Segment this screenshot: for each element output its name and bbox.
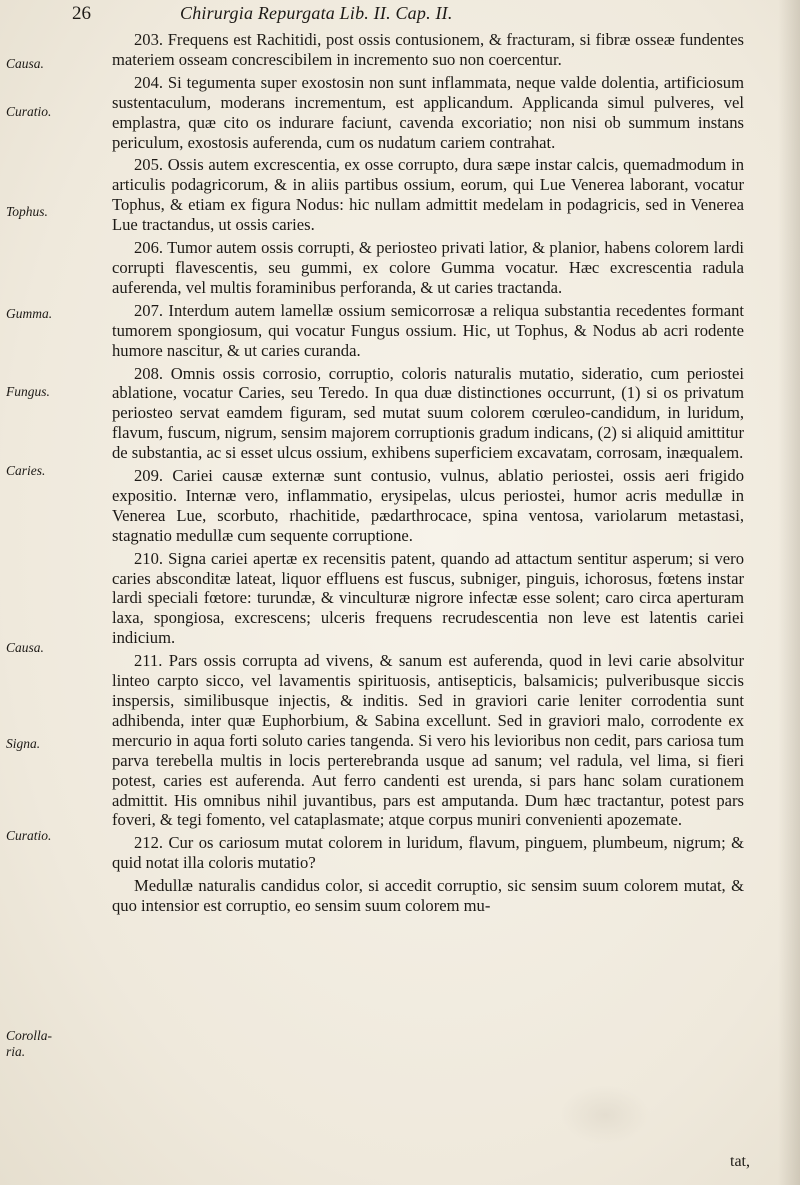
catchword: tat, <box>730 1153 750 1170</box>
page-number: 26 <box>72 3 91 24</box>
margin-note: Corolla-ria. <box>6 1028 53 1059</box>
page-edge-shadow <box>778 0 800 1185</box>
margin-note: Tophus. <box>6 204 48 219</box>
paragraph-210: 210. Signa cariei apertæ ex recensitis patent, quando ad attactum sentitur asperum; si vero caries absconditæ lateat, liquor effluens est fuscus, subniger, pinguis, ichorosus, fœtens instar lardi speciali fœtore: turundæ, & vinculturæ nigrore infectæ esse solent; caro circa aperturam laxa, spongiosa, excrescens; ulceris frequens recrudescentia non leve est latentis cariei indicium. <box>112 548 744 648</box>
running-title: Chirurgia Repurgata Lib. II. Cap. II. <box>180 3 453 23</box>
paragraph-208: 208. Omnis ossis corrosio, corruptio, coloris naturalis mutatio, sideratio, cum periostei ablatione, vocatur Caries, seu Teredo. In qua duæ distinctiones occurrunt, (1) si os privatum periosteo servat eamdem figuram, sed mutat suum colorem cœruleo-candidum, in luridum, flavum, fuscum, nigrum, sensim majorem corruptionis gradum indicans, (2) si aliquid amittitur de substantia, ac si esset ulcus ossium, exhibens superficiem excavatam, corrosam, inæqualem. <box>112 363 744 463</box>
body-text <box>112 30 744 919</box>
paragraph-212-answer: Medullæ naturalis candidus color, si accedit corruptio, sic sensim suum colorem mutat, & quo intensior est corruptio, eo sensim suum colorem mu- <box>112 876 744 916</box>
paragraph-206: 206. Tumor autem ossis corrupti, & periosteo privati latior, & planior, habens colorem lardi corrupti flavescentis, seu gummi, ex colore Gumma vocatur. Hæc excrescentia radula auferenda, vel multis foraminibus perforanda, & ut caries tractanda. <box>112 238 744 297</box>
paragraph-203: 203. Frequens est Rachitidi, post ossis contusionem, & fracturam, si fibræ osseæ fundentes materiem osseam concrescibilem in incremento suo non coercentur. <box>112 30 744 69</box>
margin-note: Signa. <box>6 736 41 751</box>
margin-note: Caries. <box>6 463 46 478</box>
page-header <box>60 3 760 29</box>
paragraph-204: 204. Si tegumenta super exostosin non sunt inflammata, neque valde dolentia, artificiosum sustentaculum, moderans incrementum, est applicandum. Applicanda simul pulveres, vel emplastra, quæ cito os indurare faciunt, cavenda excoriatio; non nisi ob summum instans periculum, exostosis auferenda, cum os nudatum cariem contrahat. <box>112 72 744 152</box>
paragraph-205: 205. Ossis autem excrescentia, ex osse corrupto, dura sæpe instar calcis, quemadmodum in articulis podagricorum, & in aliis partibus ossium, eorum, qui Lue Venerea laborant, vocatur Tophus, & etiam ex figura Nodus: hic nullam admittit medelam in podagricis, sed in Venerea Lue tractandus, ut ossis caries. <box>112 155 744 235</box>
paragraph-209: 209. Cariei causæ externæ sunt contusio, vulnus, ablatio periostei, ossis aeri frigido expositio. Internæ vero, inflammatio, erysipelas, ulcus periostei, humor acris medullæ in Venerea Lue, scorbuto, rhachitide, pædarthrocace, spina ventosa, variolarum metastasi, stagnatio medullæ cum sequente corruptione. <box>112 466 744 545</box>
margin-note: Curatio. <box>6 828 52 843</box>
margin-note: Fungus. <box>6 384 50 399</box>
paragraph-207: 207. Interdum autem lamellæ ossium semicorrosæ a reliqua substantia recedentes formant tumorem spongiosum, qui vocatur Fungus ossium. Hic, ut Tophus, & Nodus ab acri rodente humore nascitur, & ut caries curanda. <box>112 300 744 360</box>
paragraph-211: 211. Pars ossis corrupta ad vivens, & sanum est auferenda, quod in levi carie absolvitur linteo carpto sicco, vel lavamentis spirituosis, antisepticis, balsamicis; pulveribusque siccis inspersis, similibusque injectis, & inditis. Sed in graviori carie leniter corrodentia sunt adhibenda, inter quæ Euphorbium, & Sabina excellunt. Sed in graviori malo, corrodente ex mercurio in aqua forti soluto caries tangenda. Si vero his levioribus non cedit, pars cariosa tum parva terebella multis in locis perterebranda usque ad sanum; vel radula, vel lima, si fieri potest, caries est auferenda. Aut ferro candenti est urenda, si pars hanc solam curationem admittit. His omnibus nihil juvantibus, pars est amputanda. Dum hæc tractantur, potest pars foveri, & tegi fomento, vel cataplasmate; atque corpus muniri convenienti apozemate. <box>112 651 744 830</box>
margin-note: Curatio. <box>6 104 52 119</box>
margin-note: Causa. <box>6 56 44 71</box>
paragraph-212: 212. Cur os cariosum mutat colorem in luridum, flavum, pinguem, plumbeum, nigrum; & quid notat illa coloris mutatio? <box>112 833 744 873</box>
margin-note: Causa. <box>6 640 44 655</box>
paper-stain <box>560 1085 650 1145</box>
margin-note: Gumma. <box>6 306 53 321</box>
